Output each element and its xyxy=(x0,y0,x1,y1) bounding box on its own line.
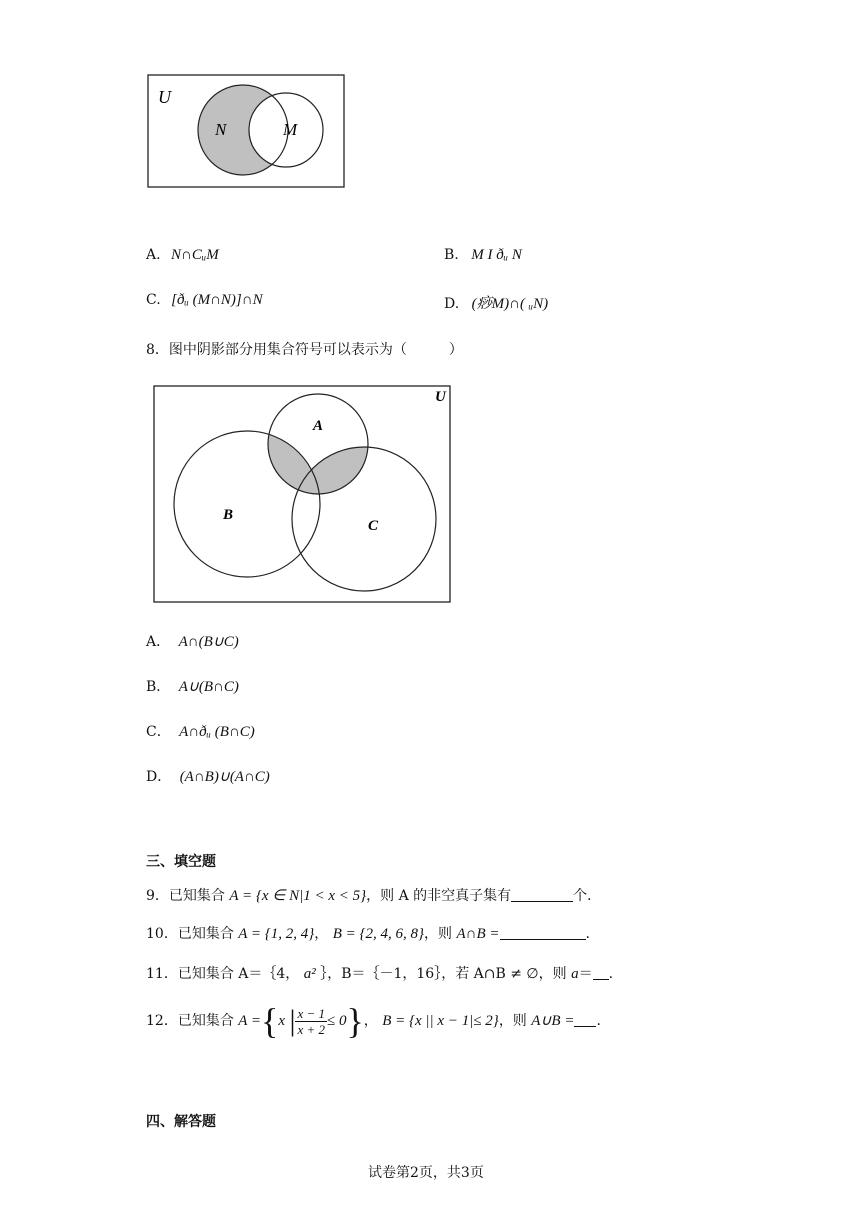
question-text: ，则 xyxy=(498,1013,527,1029)
option-expr: (痧M)∩( ᵤN) xyxy=(471,296,549,312)
question-text: 已知集合 xyxy=(177,1013,234,1029)
intersection-expression: A∩B = xyxy=(456,926,500,942)
question-11 xyxy=(146,963,613,983)
set-a-label: A xyxy=(313,418,324,434)
question-9 xyxy=(146,885,601,905)
q7-option-a[interactable] xyxy=(146,247,219,264)
question-text: ，则 xyxy=(424,926,453,942)
question-number: 9． xyxy=(146,888,169,904)
option-label: B. xyxy=(444,247,459,263)
question-text: . xyxy=(596,1013,601,1029)
question-text: 图中阴影部分用集合符号可以表示为（ ） xyxy=(168,342,463,358)
option-label: A. xyxy=(146,247,161,263)
set-a-lhs: A = xyxy=(238,1013,262,1029)
question-text: ，则 A 的非空真子集有 xyxy=(366,888,512,904)
option-expr: A∩(B∪C) xyxy=(178,634,239,650)
question-12 xyxy=(146,1003,601,1039)
question-number: 11． xyxy=(146,966,178,982)
option-expr: M I ðᵤ N xyxy=(471,247,522,263)
option-expr: (A∩B)∪(A∩C) xyxy=(179,769,270,785)
left-brace: { xyxy=(261,1001,279,1041)
section-3-title: 三、填空题 xyxy=(146,854,216,870)
option-label: D． xyxy=(146,769,172,785)
set-expression: A = {x ∈ N|1 < x < 5} xyxy=(229,888,367,904)
option-label: C． xyxy=(146,724,171,740)
question-text: 已知集合 xyxy=(177,926,234,942)
section-4-title: 四、解答题 xyxy=(146,1114,216,1130)
option-expr: A∪(B∩C) xyxy=(178,679,239,695)
q8-option-a[interactable] xyxy=(146,631,239,651)
venn-diagram-nm xyxy=(146,73,348,191)
set-b-expression: B = {x || x − 1|≤ 2} xyxy=(382,1013,499,1029)
option-label: A． xyxy=(146,634,171,650)
q7-option-c[interactable] xyxy=(146,292,263,309)
variable-a: a xyxy=(571,966,579,982)
option-expr: N∩CᵤM xyxy=(171,247,219,263)
question-text: 已知集合 xyxy=(168,888,225,904)
set-b-expression: B = {2, 4, 6, 8} xyxy=(332,926,425,942)
set-b-label: B xyxy=(223,507,234,523)
question-number: 8． xyxy=(146,342,169,358)
set-a-expression: A = {1, 2, 4} xyxy=(238,926,315,942)
page-footer: 试卷第2页，共3页 xyxy=(368,1165,484,1181)
q8-option-c[interactable] xyxy=(146,721,255,741)
question-number: 12． xyxy=(146,1013,178,1029)
a-squared: a² xyxy=(303,966,316,982)
option-label: D. xyxy=(444,296,460,312)
question-text: 个． xyxy=(573,888,602,904)
bar: | xyxy=(289,1004,296,1037)
question-number: 10． xyxy=(146,926,178,942)
question-text: ＝ xyxy=(578,966,593,982)
q8-option-d[interactable] xyxy=(146,766,270,786)
q7-option-b[interactable] xyxy=(444,247,522,264)
answer-blank[interactable] xyxy=(511,887,573,902)
fraction xyxy=(295,1006,327,1037)
option-label: C. xyxy=(146,292,161,308)
question-10 xyxy=(146,923,590,943)
separator: ， xyxy=(314,926,329,942)
question-text: 已知集合 A＝｛4， xyxy=(177,966,300,982)
question-text: . xyxy=(585,926,590,942)
question-text: ｝，B＝｛－1，16｝，若 A∩B ≠ ∅，则 xyxy=(320,966,567,982)
union-expression: A∪B = xyxy=(531,1013,575,1029)
universe-label: U xyxy=(435,389,446,405)
set-variable: x xyxy=(278,1013,285,1029)
right-brace: } xyxy=(346,1001,364,1041)
fraction-denominator: x + 2 xyxy=(297,1021,326,1037)
option-expr: [ðᵤ (M∩N)]∩N xyxy=(171,292,263,308)
answer-blank[interactable] xyxy=(593,965,609,980)
question-text: . xyxy=(608,966,614,982)
option-expr: A∩ðᵤ (B∩C) xyxy=(179,724,255,740)
set-m-label: M xyxy=(283,120,298,139)
separator: ， xyxy=(363,1013,378,1029)
set-n-label: N xyxy=(215,120,227,139)
universe-label: U xyxy=(158,87,171,107)
question-8-stem xyxy=(146,339,463,359)
inequality: ≤ 0 xyxy=(327,1013,347,1029)
option-label: B． xyxy=(146,679,171,695)
answer-blank[interactable] xyxy=(500,925,586,940)
q8-option-b[interactable] xyxy=(146,676,239,696)
set-c-label: C xyxy=(368,518,379,534)
fraction-numerator: x − 1 xyxy=(297,1005,326,1021)
q7-option-d[interactable] xyxy=(444,292,548,313)
answer-blank[interactable] xyxy=(574,1012,596,1027)
venn-diagram-abc xyxy=(152,384,454,606)
